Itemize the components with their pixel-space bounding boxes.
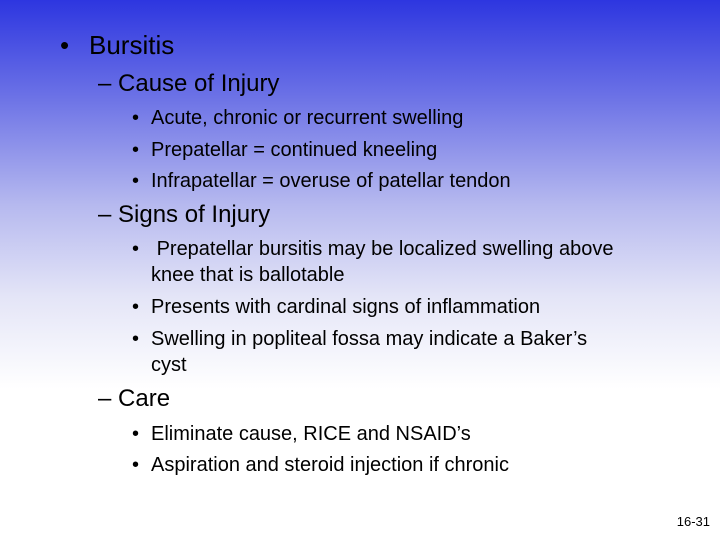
list-item-text: Acute, chronic or recurrent swelling [151,107,464,129]
page-number: 16-31 [676,514,710,529]
list-item [132,452,652,478]
section-heading-signs: – Signs of Injury [98,201,271,228]
list-item [132,294,652,320]
list-item [132,105,652,131]
list-item-text: Prepatellar bursitis may be localized swelling above knee that is ballotable [151,238,620,286]
list-item-text: Swelling in popliteal fossa may indicate a Baker’s cyst [151,328,588,376]
bullet-icon: • [132,238,140,260]
bullet-icon: • [132,328,140,350]
list-item-text: Aspiration and steroid injection if chronic [151,454,509,476]
bullet-icon: • [132,296,140,318]
list-item-text: Presents with cardinal signs of inflammation [151,296,541,318]
list-item [132,421,652,447]
slide-title: Bursitis [89,30,175,60]
list-item [132,326,612,378]
list-item [132,168,652,194]
bullet-icon: • [132,107,140,129]
list-item-text: Prepatellar = continued kneeling [151,139,438,161]
list-item-text: Infrapatellar = overuse of patellar tendon [151,170,511,192]
list-item-text: Eliminate cause, RICE and NSAID’s [151,423,471,445]
section-heading-care: – Care [98,385,171,412]
bullet-icon: • [60,30,70,60]
list-item [132,137,652,163]
section-heading-cause: – Cause of Injury [98,70,280,97]
bullet-icon: • [132,139,140,161]
bullet-icon: • [132,170,140,192]
list-item [132,236,652,288]
bullet-icon: • [132,423,140,445]
bullet-icon: • [132,454,140,476]
